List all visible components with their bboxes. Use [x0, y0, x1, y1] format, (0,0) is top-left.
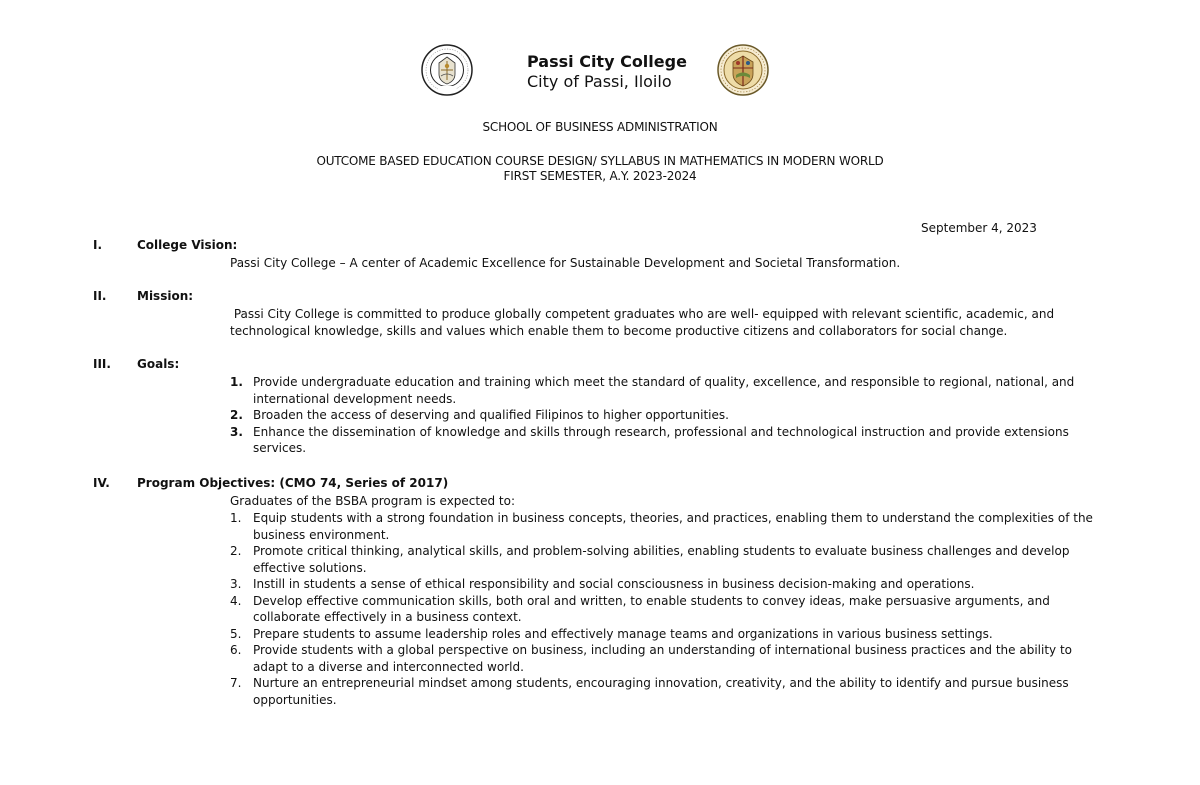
objectives-intro: Graduates of the BSBA program is expected to: [230, 494, 516, 508]
vision-text: Passi City College – A center of Academic Excellence for Sustainable Development and Societal Transformation. [230, 256, 901, 270]
list-item [230, 642, 1100, 675]
list-item-number: 4. [230, 593, 242, 608]
college-city: City of Passi, Iloilo [527, 72, 672, 91]
list-item [230, 374, 1100, 407]
section-heading-mission: Mission: [137, 289, 194, 303]
list-item-text: Equip students with a strong foundation in business concepts, theories, and practices, enabling them to understand the complexities of the business environment. [253, 511, 1093, 542]
list-item-text: Promote critical thinking, analytical skills, and problem-solving abilities, enabling students to evaluate business challenges and develop effective solutions. [253, 544, 1070, 575]
list-item [230, 407, 1100, 424]
letterhead [0, 44, 1200, 100]
list-item-text: Instill in students a sense of ethical responsibility and social consciousness in business decision-making and operations. [253, 577, 975, 591]
city-seal-logo [717, 44, 769, 96]
section-number-vision: I. [93, 238, 103, 252]
list-item-text: Provide undergraduate education and training which meet the standard of quality, excellence, and responsible to regional, national, and international development needs. [253, 375, 1075, 406]
list-item [230, 543, 1100, 576]
mission-text: Passi City College is committed to produce globally competent graduates who are well- equipped with relevant scientific, academic, and technological knowledge, skills and values which enable them to become productive citizens and collaborators for social change. [230, 307, 1058, 338]
list-item [230, 626, 1100, 643]
section-number-mission: II. [93, 289, 107, 303]
list-item-text: Provide students with a global perspective on business, including an understanding of international business practices and the ability to adapt to a diverse and interconnected world. [253, 643, 1072, 674]
document-date: September 4, 2023 [921, 221, 1037, 235]
objectives-list [230, 510, 1100, 708]
list-item-number: 7. [230, 676, 242, 690]
section-number-goals: III. [93, 357, 111, 371]
list-item-number: 1. [230, 375, 243, 389]
list-item [230, 593, 1100, 626]
list-item [230, 576, 1100, 593]
list-item-text: Develop effective communication skills, both oral and written, to enable students to convey ideas, make persuasive arguments, and collaborate effectively in a business context. [253, 593, 1050, 624]
college-seal-logo [421, 44, 473, 96]
list-item-number: 2. [230, 408, 243, 422]
list-item-text: Nurture an entrepreneurial mindset among students, encouraging innovation, creativity, and the ability to identify and pursue business opportunities. [253, 676, 1069, 707]
list-item-number: 2. [230, 544, 242, 558]
list-item [230, 675, 1100, 708]
college-name: Passi City College [527, 52, 687, 71]
list-item [230, 510, 1100, 543]
course-design-title: OUTCOME BASED EDUCATION COURSE DESIGN/ SYLLABUS IN MATHEMATICS IN MODERN WORLD [316, 154, 884, 168]
semester-title: FIRST SEMESTER, A.Y. 2023-2024 [503, 169, 697, 183]
list-item-text: Broaden the access of deserving and qualified Filipinos to higher opportunities. [253, 408, 729, 422]
list-item-text: Prepare students to assume leadership roles and effectively manage teams and organizations in various business settings. [253, 626, 993, 641]
list-item-number: 1. [230, 511, 242, 525]
section-heading-objectives: Program Objectives: (CMO 74, Series of 2017) [137, 476, 449, 490]
list-item-text: Enhance the dissemination of knowledge and skills through research, professional and technological instruction and provide extensions services. [253, 424, 1069, 455]
list-item-number: 3. [230, 577, 242, 591]
section-heading-goals: Goals: [137, 357, 180, 371]
list-item-number: 5. [230, 626, 242, 641]
section-number-objectives: IV. [93, 476, 110, 490]
school-title: SCHOOL OF BUSINESS ADMINISTRATION [482, 120, 718, 134]
list-item-number: 6. [230, 643, 242, 657]
section-heading-vision: College Vision: [137, 238, 238, 252]
list-item-number: 3. [230, 424, 243, 439]
goals-list [230, 374, 1100, 457]
list-item [230, 424, 1100, 457]
